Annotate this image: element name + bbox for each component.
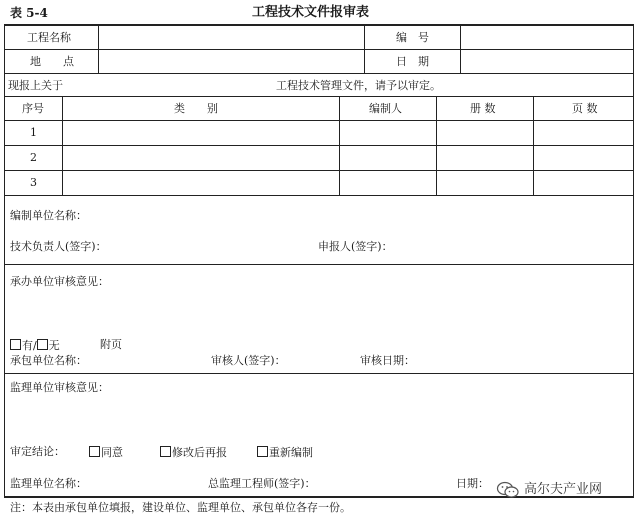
watermark-text: 高尔夫产业网	[524, 482, 603, 497]
table-row-seq: 3	[30, 176, 37, 189]
conclusion-label: 审定结论：	[10, 445, 65, 458]
supervisor-unit-label: 监理单位名称：	[10, 477, 87, 490]
attach-none-checkbox[interactable]	[37, 339, 48, 350]
footnote: 注：本表由承包单位填报，建设单位、监理单位、承包单位各存一份。	[10, 501, 351, 514]
submit-suffix: 工程技术管理文件，请予以审定。	[276, 79, 441, 92]
project-name-label: 工程名称	[27, 31, 71, 44]
submit-prefix: 现报上关于	[8, 79, 63, 92]
tech-lead-signature-label: 技术负责人(签字)：	[10, 240, 107, 253]
modify-label: 修改后再报	[172, 446, 227, 459]
col-header-volumes: 册 数	[470, 102, 496, 115]
chief-engineer-signature-label: 总监理工程师(签字)：	[208, 477, 316, 490]
attachment-pages-label: 附页	[100, 338, 122, 351]
project-name-field[interactable]	[99, 26, 363, 48]
review-date-label: 审核日期：	[360, 354, 415, 367]
agree-label: 同意	[101, 446, 123, 459]
attach-none-label: 无	[48, 339, 60, 352]
form-title: 工程技术文件报审表	[252, 5, 370, 20]
option-agree[interactable]	[89, 446, 123, 458]
table-number: 表 5-4	[10, 6, 48, 20]
table-row-seq: 1	[30, 126, 37, 139]
number-field[interactable]	[461, 26, 633, 48]
attachment-options	[10, 339, 60, 351]
prep-unit-label: 编制单位名称：	[10, 209, 87, 222]
redo-label: 重新编制	[269, 446, 313, 459]
supervisor-date-label: 日期：	[456, 477, 489, 490]
wechat-icon	[496, 481, 520, 499]
location-field[interactable]	[99, 50, 363, 72]
agree-checkbox[interactable]	[89, 446, 100, 457]
option-modify-resubmit[interactable]	[160, 446, 227, 458]
number-label: 编 号	[396, 31, 429, 44]
date-field[interactable]	[461, 50, 633, 72]
table-row-seq: 2	[30, 151, 37, 164]
col-header-pages: 页 数	[572, 102, 598, 115]
attach-has-label: 有/	[22, 339, 37, 352]
contractor-opinion-label: 承办单位审核意见：	[10, 275, 109, 288]
attach-has-checkbox[interactable]	[10, 339, 21, 350]
col-header-category: 类 别	[174, 102, 218, 115]
option-redo[interactable]	[257, 446, 313, 458]
date-label: 日 期	[396, 55, 429, 68]
contractor-unit-label: 承包单位名称：	[10, 354, 87, 367]
supervisor-opinion-label: 监理单位审核意见：	[10, 381, 109, 394]
col-header-author: 编制人	[369, 102, 402, 115]
col-header-seq: 序号	[22, 102, 44, 115]
location-label: 地 点	[30, 55, 74, 68]
redo-checkbox[interactable]	[257, 446, 268, 457]
modify-checkbox[interactable]	[160, 446, 171, 457]
reviewer-signature-label: 审核人(签字)：	[211, 354, 286, 367]
submitter-signature-label: 申报人(签字)：	[318, 240, 393, 253]
